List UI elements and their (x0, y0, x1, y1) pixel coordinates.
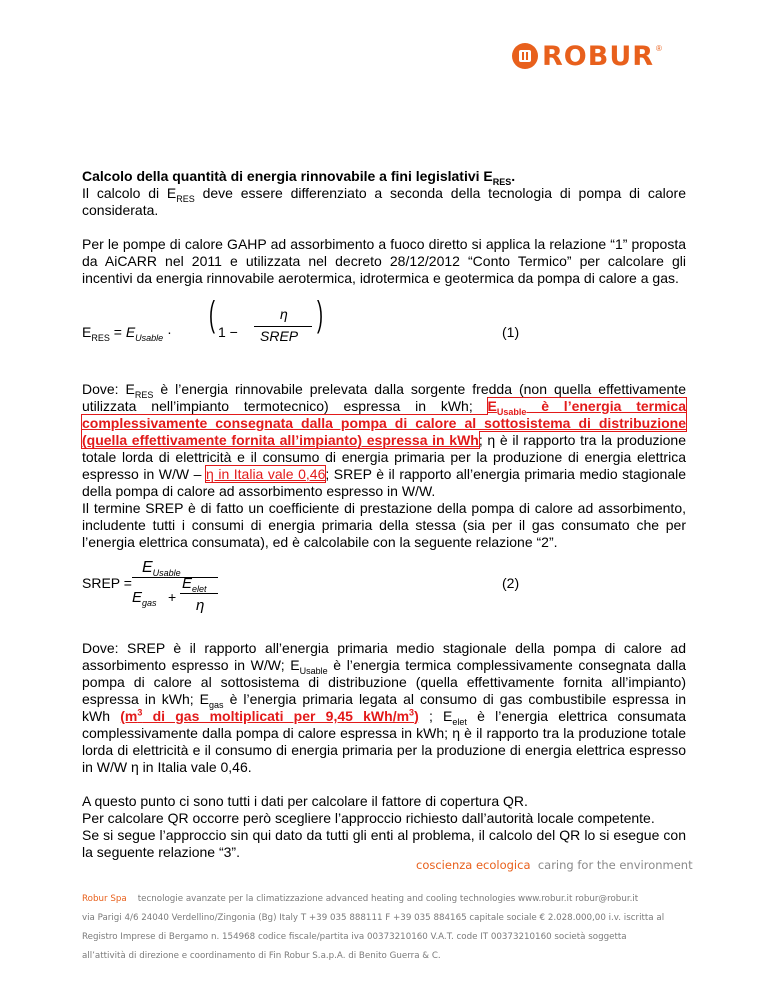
formula-2-number: (2) (502, 575, 520, 591)
tagline (416, 858, 693, 872)
highlight-eta-italy: η in Italia vale 0,46 (206, 466, 326, 482)
formula-1-lhs: $E_{RES} = E_{Usable}$ · (82, 324, 172, 343)
robur-logo-icon (512, 43, 538, 69)
formula-2 (82, 559, 686, 623)
formula-2-eelet: $E_{elet}$ (182, 575, 207, 594)
paragraph-srep-definition: Dove: SREP è il rapporto all’energia primaria medio stagionale della pompa di calore ad assorbimento espresso in W/W; $E_{Usable}$ è l’energia termica complessivamente consegnata dalla pompa di calore al sottosistema di distribuzione (quella effettivamente fornita all’impianto) espressa in kWh; $E_{gas}$ è l’energia primaria legata al consumo di gas combustibile espressa in kWh ($m^3$ di gas moltiplicati per 9,45 kWh/$m^3$) ; $E_{elet}$ è l’energia elettrica consumata complessivamente dalla pompa di calore espressa in kWh; η è il rapporto tra la produzione totale lorda di elettricità e il consumo di energia primaria per la produzione di energia elettrica espresso in W/W η in Italia vale 0,46. (82, 640, 686, 775)
highlight-eusable: $E_{Usable}$ è l’energia termica complessivamente consegnata dalla pompa di calore al sottosistema di distribuzione (quella effettivamente fornita all’impianto) espressa in kWh (82, 398, 687, 448)
formula-2-numerator: $E_{Usable}$ (142, 559, 181, 579)
company-footer (82, 890, 686, 966)
formula-2-inner-fraction-bar (180, 593, 218, 594)
formula-1-numerator: η (280, 306, 288, 322)
paragraph-qr-line-2: Per calcolare QR occorre però scegliere l’approccio richiesto dall’autorità locale competente. (82, 810, 655, 826)
paragraph-srep-intro: Il termine SREP è di fatto un coefficiente di prestazione della pompa di calore ad assorbimento, includente tutti i consumi di energia primaria della stessa (sia per il gas consumato che per l’energia elettrica consumata), ed è calcolabile con la seguente relazione “2”. (82, 500, 686, 550)
footer-line-1: Robur Spa tecnologie avanzate per la climatizzazione advanced heating and cooling technologies www.robur.it robur@robur.it (82, 894, 639, 904)
formula-2-lhs: SREP = (82, 575, 132, 591)
formula-1-paren-right: ) (317, 293, 323, 334)
footer-company: Robur Spa (82, 894, 127, 904)
tagline-english: caring for the environment (537, 858, 693, 872)
paragraph-gahp: Per le pompe di calore GAHP ad assorbimento a fuoco diretto si applica la relazione “1” proposta da AiCARR nel 2011 e utilizzata nel decreto 28/12/2012 “Conto Termico” per calcolare gli incentivi da energia rinnovabile aerotermica, idrotermica e geotermica da pompa di calore a gas. (82, 236, 686, 286)
intro-paragraph: Il calcolo di $E_{RES}$ deve essere differenziato a seconda della tecnologia di pompa di calore considerata. (82, 185, 686, 218)
formula-1-denominator: SREP (260, 328, 299, 344)
paragraph-qr-line-3: Se si segue l’approccio sin qui dato da tutti gli enti al problema, il calcolo del QR lo si esegue con la seguente relazione “3”. (82, 827, 686, 860)
formula-1-number: (1) (502, 324, 520, 340)
formula-2-plus: + (168, 589, 177, 605)
paragraph-qr-line-1: A questo punto ci sono tutti i dati per calcolare il fattore di copertura QR. (82, 793, 528, 809)
formula-1-one-minus: 1 − (218, 324, 238, 340)
footer-line-4: all’attività di direzione e coordinamento di Fin Robur S.a.p.A. di Benito Guerra & C. (82, 951, 441, 961)
formula-2-eta: η (196, 597, 205, 614)
footer-line-2: via Parigi 4/6 24040 Verdellino/Zingonia (Bg) Italy T +39 035 888111 F +39 035 884165 capitale sociale € 2.028.000,00 i.v. iscritta al (82, 913, 665, 923)
paragraph-eres-definition: Dove: $E_{RES}$ è l’energia rinnovabile prelevata dalla sorgente fredda (non quella effettivamente utilizzata nell’impianto termotecnico) espressa in kWh; $E_{Usable}$ è l’energia termica complessivamente consegnata dalla pompa di calore al sottosistema di distribuzione (quella effettivamente fornita all’impianto) espressa in kWh; η è il rapporto tra la produzione totale lorda di elettricità e il consumo di energia primaria per la produzione di energia elettrica espresso in W/W – η in Italia vale 0,46; SREP è il rapporto all’energia primaria medio stagionale della pompa di calore ad assorbimento espresso in W/W. (82, 381, 687, 499)
registered-mark: ® (656, 44, 662, 53)
footer-line-3: Registro Imprese di Bergamo n. 154968 codice fiscale/partita iva 00373210160 V.A.T. code IT 00373210160 società soggetta (82, 932, 627, 942)
document-body (82, 168, 686, 861)
section-heading: Calcolo della quantità di energia rinnovabile a fini legislativi $E_{RES}$. (82, 168, 516, 187)
formula-2-egas: $E_{gas}$ (132, 589, 157, 608)
formula-1 (82, 293, 686, 364)
formula-1-fraction-bar (254, 326, 312, 327)
robur-logo (512, 40, 662, 72)
tagline-italian: coscienza ecologica (416, 858, 531, 872)
formula-1-paren-left: ( (209, 293, 215, 334)
logo-text: ROBUR (542, 40, 655, 72)
highlight-gas-conversion: ($m^3$ di gas moltiplicati per 9,45 kWh/$m^3$) (120, 707, 419, 724)
